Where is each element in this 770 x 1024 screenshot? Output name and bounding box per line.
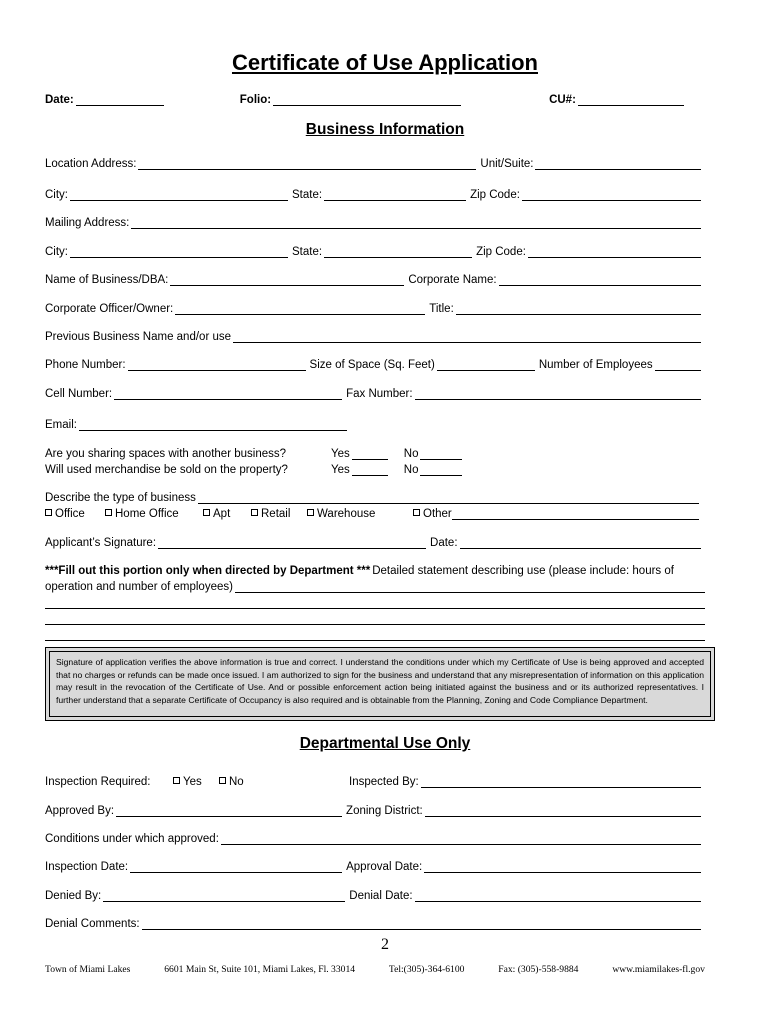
inspected-by-field[interactable]	[421, 776, 701, 788]
zoning-district-field[interactable]	[425, 805, 701, 817]
phone-label: Phone Number:	[45, 359, 126, 371]
size-of-space-field[interactable]	[437, 359, 535, 371]
phone-row	[45, 355, 705, 371]
location-address-label: Location Address:	[45, 158, 137, 170]
zip-code2-field[interactable]	[528, 246, 701, 258]
unit-suite-field[interactable]	[535, 158, 701, 170]
sharing-no-field[interactable]	[420, 448, 462, 460]
title-label: Title:	[429, 303, 454, 315]
cell-field[interactable]	[114, 388, 342, 400]
denial-date-label: Denial Date:	[349, 890, 413, 902]
business-name-row	[45, 270, 705, 286]
num-employees-field[interactable]	[655, 359, 701, 371]
approved-by-label: Approved By:	[45, 805, 115, 817]
conditions-label: Conditions under which approved:	[45, 833, 219, 845]
zip-code-field[interactable]	[522, 189, 701, 201]
approval-date-field[interactable]	[424, 861, 701, 873]
merch-yes-field[interactable]	[352, 464, 388, 476]
zip-code-label: Zip Code:	[470, 189, 520, 201]
checkbox-icon	[413, 509, 420, 516]
fill-note-bold: ***Fill out this portion only when directed by Department ***	[45, 565, 371, 577]
approved-by-field[interactable]	[116, 805, 342, 817]
merch-no-field[interactable]	[420, 464, 462, 476]
signature-row	[45, 533, 705, 549]
city-field[interactable]	[70, 189, 288, 201]
denied-by-label: Denied By:	[45, 890, 102, 902]
footer	[45, 964, 705, 975]
business-name-label: Name of Business/DBA:	[45, 274, 169, 286]
city2-field[interactable]	[70, 246, 288, 258]
statement-lines	[45, 593, 705, 641]
fill-note-text-2: operation and number of employees)	[45, 581, 233, 593]
describe-business-label: Describe the type of business	[45, 492, 196, 504]
cell-fax-row	[45, 384, 705, 400]
phone-field[interactable]	[128, 359, 306, 371]
title-field[interactable]	[456, 303, 701, 315]
footer-town: Town of Miami Lakes	[45, 964, 131, 975]
date-field[interactable]	[76, 94, 164, 106]
previous-business-label: Previous Business Name and/or use	[45, 331, 232, 343]
describe-business-row	[45, 488, 705, 504]
mailing-address-row	[45, 213, 705, 229]
statement-field-3[interactable]	[45, 609, 705, 625]
unit-suite-label: Unit/Suite:	[480, 158, 534, 170]
merch-no-label: No	[403, 464, 419, 476]
fax-label: Fax Number:	[346, 388, 413, 400]
cu-label: CU#:	[549, 94, 576, 106]
page-number: 2	[381, 936, 389, 953]
checkbox-icon	[45, 509, 52, 516]
sharing-question: Are you sharing spaces with another business?	[45, 448, 287, 460]
merchandise-question: Will used merchandise be sold on the property?	[45, 464, 288, 476]
signature-label: Applicant’s Signature:	[45, 537, 157, 549]
zoning-district-label: Zoning District:	[346, 805, 423, 817]
state-field[interactable]	[324, 189, 466, 201]
mailing-address-label: Mailing Address:	[45, 217, 130, 229]
sharing-yes-field[interactable]	[352, 448, 388, 460]
cell-label: Cell Number:	[45, 388, 113, 400]
corporate-officer-row	[45, 299, 705, 315]
merchandise-row	[45, 460, 705, 476]
approval-date-label: Approval Date:	[346, 861, 423, 873]
type-retail-option[interactable]: Retail	[251, 508, 307, 520]
folio-label: Folio:	[239, 94, 272, 106]
footer-address: 6601 Main St, Suite 101, Miami Lakes, Fl. 33014	[164, 964, 356, 975]
checkbox-icon	[307, 509, 314, 516]
header-fields-row	[45, 90, 705, 106]
denial-comments-label: Denial Comments:	[45, 918, 140, 930]
corporate-officer-field[interactable]	[175, 303, 425, 315]
business-type-row	[45, 504, 705, 520]
type-office-option[interactable]: Office	[45, 508, 105, 520]
fill-note-row-2	[45, 577, 705, 593]
corporate-name-field[interactable]	[499, 274, 701, 286]
inspection-required-row	[45, 772, 705, 788]
city2-label: City:	[45, 246, 68, 258]
inspection-date-field[interactable]	[130, 861, 342, 873]
mailing-address-field[interactable]	[131, 217, 701, 229]
signature-field[interactable]	[158, 537, 426, 549]
inspected-by-label: Inspected By:	[349, 776, 419, 788]
conditions-row	[45, 829, 705, 845]
type-apt-option[interactable]: Apt	[203, 508, 251, 520]
checkbox-icon	[173, 777, 180, 784]
type-other-option[interactable]: Other	[413, 508, 452, 520]
state2-field[interactable]	[324, 246, 472, 258]
inspection-date-row	[45, 857, 705, 873]
checkbox-icon	[105, 509, 112, 516]
email-field[interactable]	[79, 419, 347, 431]
fax-field[interactable]	[415, 388, 701, 400]
email-label: Email:	[45, 419, 77, 431]
state2-label: State:	[292, 246, 323, 258]
sharing-row	[45, 444, 705, 460]
footer-tel: Tel:(305)-364-6100	[388, 964, 465, 975]
folio-field[interactable]	[273, 94, 461, 106]
denial-comments-field[interactable]	[142, 918, 701, 930]
denied-by-field[interactable]	[103, 890, 345, 902]
business-name-field[interactable]	[170, 274, 404, 286]
date-label: Date:	[45, 94, 74, 106]
previous-business-row	[45, 327, 705, 343]
checkbox-icon	[251, 509, 258, 516]
mailing-city-state-zip-row	[45, 242, 705, 258]
type-other-field[interactable]	[452, 508, 699, 520]
sharing-no-label: No	[403, 448, 419, 460]
inspection-date-label: Inspection Date:	[45, 861, 129, 873]
business-info-heading: Business Information	[305, 121, 465, 138]
statement-field-1[interactable]	[235, 581, 705, 593]
location-address-row	[45, 154, 705, 170]
type-warehouse-option[interactable]: Warehouse	[307, 508, 413, 520]
fill-note-row	[45, 561, 705, 577]
inspection-required-label: Inspection Required:	[45, 776, 151, 788]
type-home-office-option[interactable]: Home Office	[105, 508, 203, 520]
denial-comments-row	[45, 914, 705, 930]
inspection-no-option[interactable]: No	[219, 776, 349, 788]
statement-field-2[interactable]	[45, 593, 705, 609]
fill-note-text: Detailed statement describing use (please include: hours of	[372, 565, 674, 577]
corporate-officer-label: Corporate Officer/Owner:	[45, 303, 174, 315]
corporate-name-label: Corporate Name:	[408, 274, 497, 286]
denied-by-row	[45, 886, 705, 902]
email-row	[45, 415, 705, 431]
departmental-heading: Departmental Use Only	[299, 735, 471, 752]
sharing-yes-label: Yes	[331, 448, 350, 460]
statement-field-4[interactable]	[45, 625, 705, 641]
previous-business-field[interactable]	[233, 331, 701, 343]
signature-date-label: Date:	[430, 537, 458, 549]
cu-field[interactable]	[578, 94, 684, 106]
footer-web: www.miamilakes-fl.gov	[612, 964, 705, 975]
city-label: City:	[45, 189, 68, 201]
describe-business-field[interactable]	[198, 492, 699, 504]
checkbox-icon	[219, 777, 226, 784]
denial-date-field[interactable]	[415, 890, 701, 902]
conditions-field[interactable]	[221, 833, 701, 845]
footer-fax: Fax: (305)-558-9884	[498, 964, 579, 975]
size-of-space-label: Size of Space (Sq. Feet)	[309, 359, 435, 371]
state-label: State:	[292, 189, 323, 201]
city-state-zip-row	[45, 185, 705, 201]
merch-yes-label: Yes	[331, 464, 350, 476]
approved-by-row	[45, 801, 705, 817]
location-address-field[interactable]	[138, 158, 476, 170]
notice-text: Signature of application verifies the above information is true and correct. I understand the conditions under which my Certificate of Use is being approved and accepted that no charges or refunds can be made once issued. I am authorized to sign for the business and understand that any misrepresentation of information on this application may result in the revocation of the Certificate of Use. And or possible enforcement action being initiated against the business and or its authorized representatives. I further understand that a separate Certificate of Occupancy is also required and is obtainable from the Planning, Zoning and Code Compliance Department.	[49, 651, 711, 717]
notice-box	[45, 647, 715, 721]
num-employees-label: Number of Employees	[538, 359, 653, 371]
signature-date-field[interactable]	[460, 537, 701, 549]
page-title: Certificate of Use Application	[231, 50, 538, 75]
inspection-yes-option[interactable]: Yes	[173, 776, 219, 788]
zip-code2-label: Zip Code:	[476, 246, 526, 258]
checkbox-icon	[203, 509, 210, 516]
